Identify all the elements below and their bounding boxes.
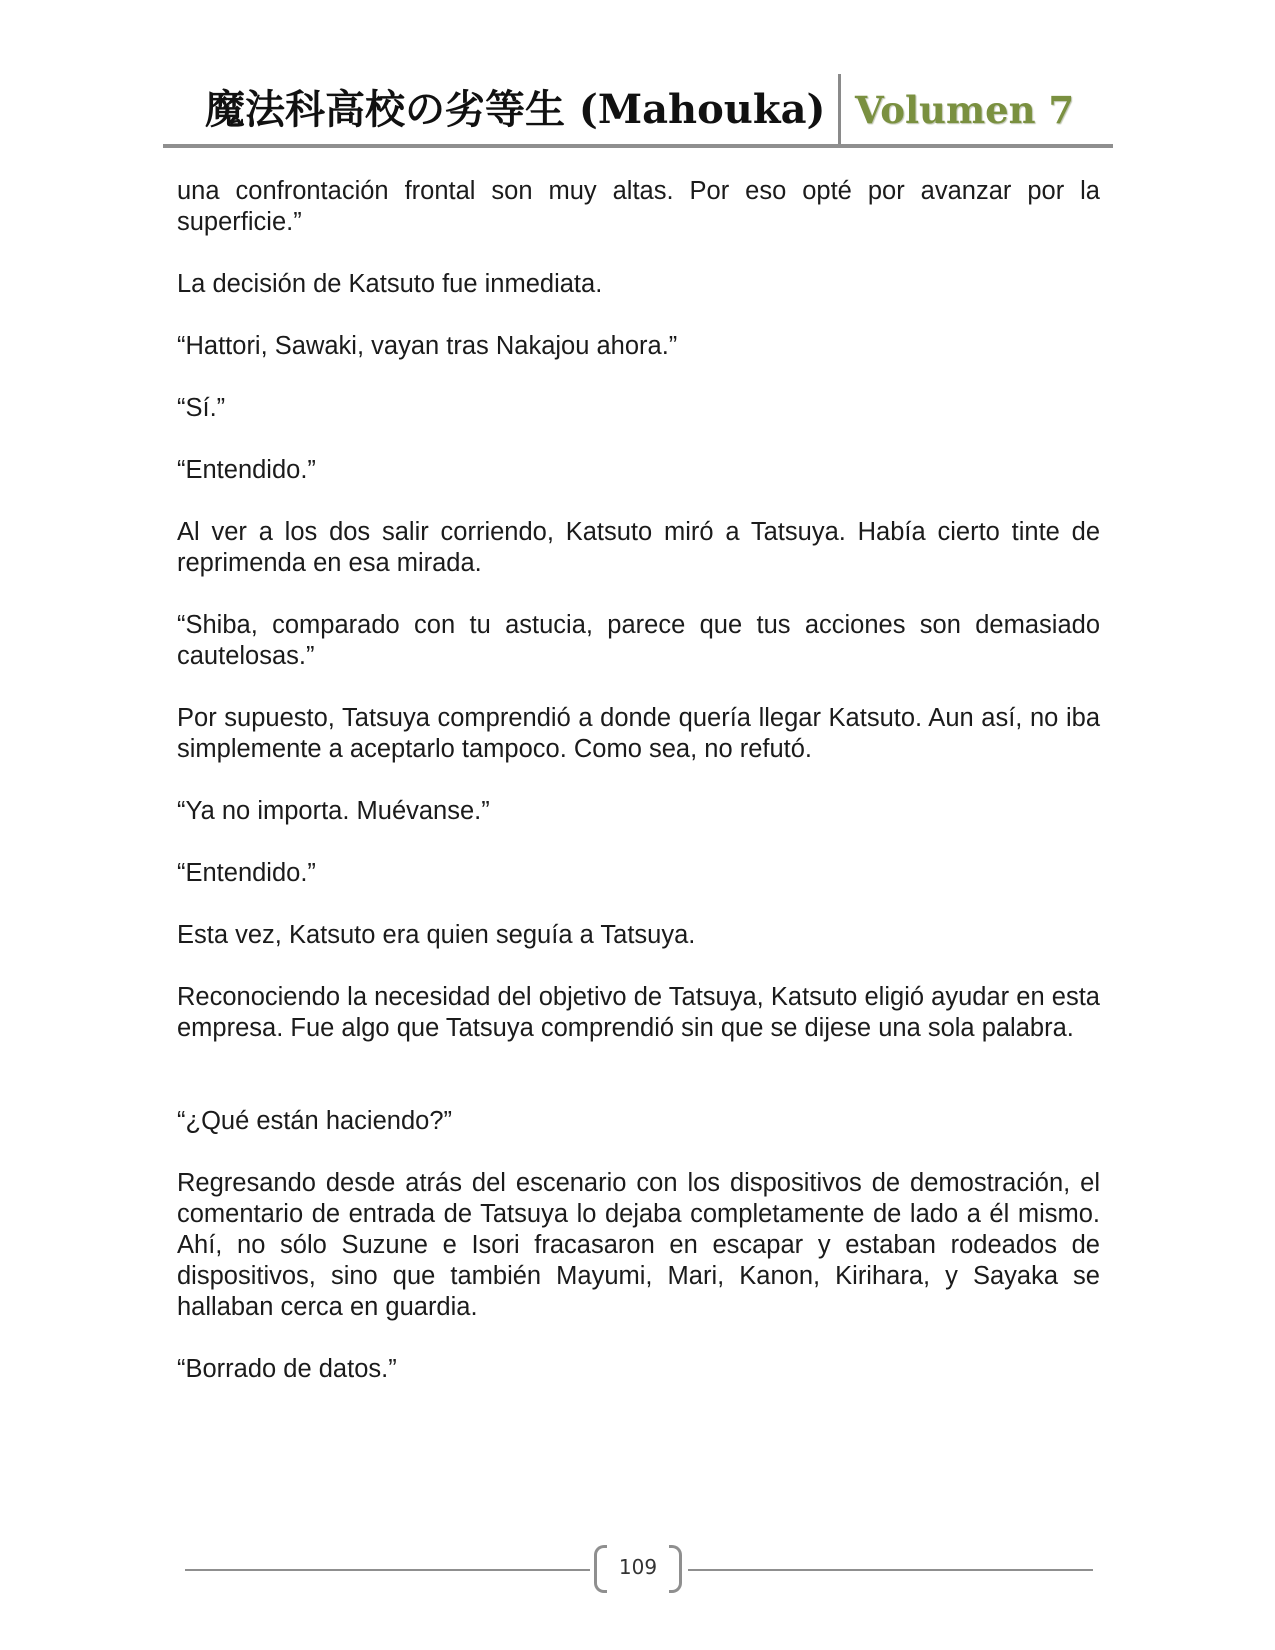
- footer-rule-left: [185, 1569, 590, 1571]
- right-bracket: [669, 1545, 682, 1593]
- paragraph: “Borrado de datos.”: [177, 1355, 397, 1383]
- paragraph: Esta vez, Katsuto era quien seguía a Tatsuya.: [177, 921, 696, 949]
- paragraph: Al ver a los dos salir corriendo, Katsuto miró a Tatsuya. Había cierto tinte de reprimenda en esa mirada.: [177, 518, 1100, 577]
- volume-label: Volumen 7: [855, 88, 1075, 132]
- left-bracket: [594, 1545, 607, 1593]
- paragraph: “Entendido.”: [177, 859, 316, 887]
- paragraph: “Shiba, comparado con tu astucia, parece que tus acciones son demasiado cautelosas.”: [177, 611, 1100, 670]
- header-divider: [838, 74, 841, 144]
- page-number: 109: [618, 1555, 658, 1579]
- page-footer: [185, 1545, 1093, 1593]
- paragraph: Regresando desde atrás del escenario con los dispositivos de demostración, el comentario de entrada de Tatsuya lo dejaba completamente de lado a él mismo. Ahí, no sólo Suzune e Isori fracasaron en escapar y estaban rodeados de dispositivos, sino que también Mayumi, Mari, Kanon, Kirihara, y Sayaka se hallaban cerca en guardia.: [177, 1169, 1100, 1321]
- paragraph: “Entendido.”: [177, 456, 316, 484]
- paragraph: Por supuesto, Tatsuya comprendió a donde quería llegar Katsuto. Aun así, no iba simplemente a aceptarlo tampoco. Como sea, no refutó.: [177, 704, 1100, 763]
- paragraph: Reconociendo la necesidad del objetivo de Tatsuya, Katsuto eligió ayudar en esta empresa. Fue algo que Tatsuya comprendió sin que se dijese una sola palabra.: [177, 983, 1100, 1042]
- paragraph: una confrontación frontal son muy altas. Por eso opté por avanzar por la superficie.”: [177, 177, 1100, 236]
- page-header: [163, 72, 1113, 148]
- page-body: [177, 176, 1100, 1416]
- paragraph: “Sí.”: [177, 394, 226, 422]
- footer-rule-right: [688, 1569, 1093, 1571]
- paragraph: La decisión de Katsuto fue inmediata.: [177, 270, 603, 298]
- paragraph: “Hattori, Sawaki, vayan tras Nakajou ahora.”: [177, 332, 678, 360]
- header-rule: [163, 144, 1113, 148]
- paragraph: “Ya no importa. Muévanse.”: [177, 797, 490, 825]
- paragraph: “¿Qué están haciendo?”: [177, 1107, 452, 1135]
- book-title: 魔法科高校の劣等生 (Mahouka): [205, 86, 826, 133]
